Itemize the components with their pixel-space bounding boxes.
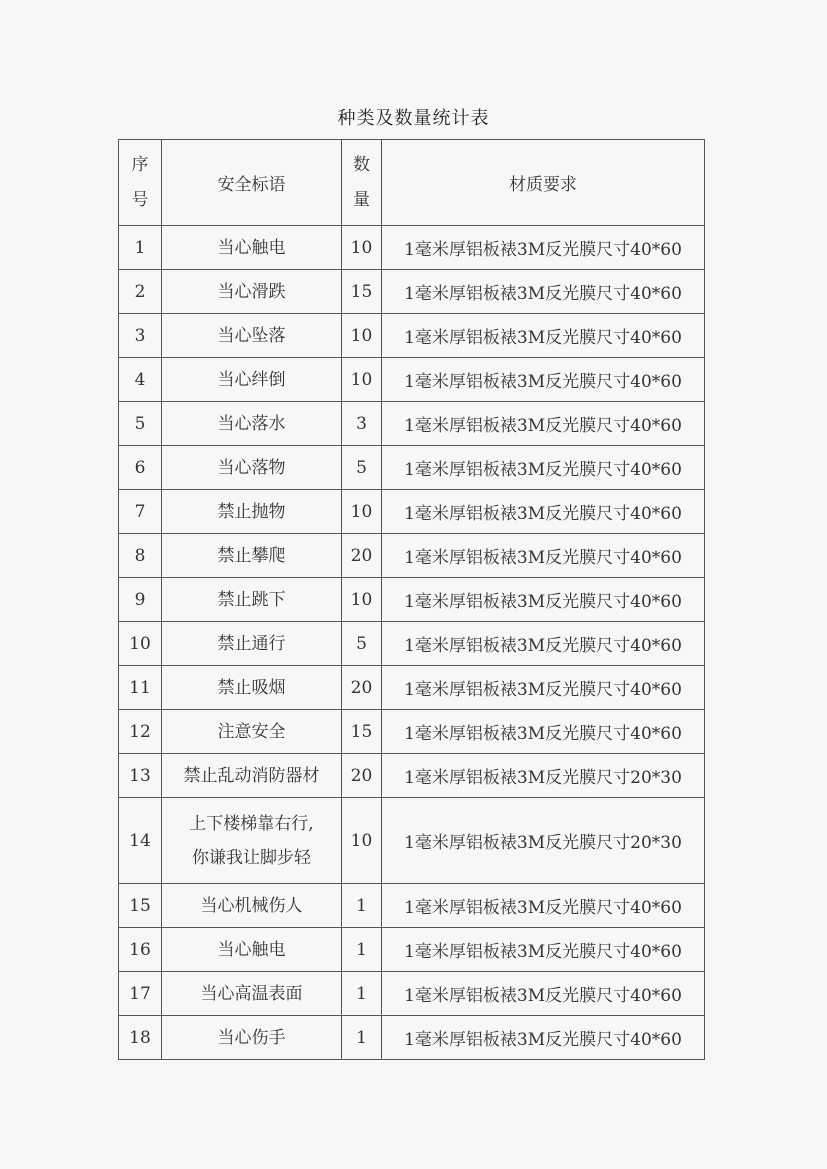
cell-qty: 1 <box>342 884 382 928</box>
cell-slogan: 当心绊倒 <box>162 358 342 402</box>
header-seq-line2: 号 <box>131 189 149 210</box>
cell-material: 1毫米厚铝板裱3M反光膜尺寸40*60 <box>382 622 705 666</box>
cell-seq: 16 <box>119 928 162 972</box>
cell-qty: 1 <box>342 1016 382 1060</box>
cell-material: 1毫米厚铝板裱3M反光膜尺寸20*30 <box>382 798 705 884</box>
cell-qty: 20 <box>342 754 382 798</box>
cell-slogan: 当心机械伤人 <box>162 884 342 928</box>
cell-qty: 15 <box>342 270 382 314</box>
cell-material: 1毫米厚铝板裱3M反光膜尺寸40*60 <box>382 270 705 314</box>
header-qty-line1: 数 <box>353 154 370 175</box>
cell-material: 1毫米厚铝板裱3M反光膜尺寸40*60 <box>382 972 705 1016</box>
cell-slogan: 禁止跳下 <box>162 578 342 622</box>
cell-slogan <box>162 798 342 884</box>
header-slogan: 安全标语 <box>162 140 342 226</box>
table-row <box>119 402 705 446</box>
cell-seq: 14 <box>119 798 162 884</box>
table-row <box>119 270 705 314</box>
cell-seq: 5 <box>119 402 162 446</box>
cell-seq: 4 <box>119 358 162 402</box>
cell-qty: 5 <box>342 622 382 666</box>
table-row <box>119 534 705 578</box>
cell-material: 1毫米厚铝板裱3M反光膜尺寸40*60 <box>382 884 705 928</box>
cell-material: 1毫米厚铝板裱3M反光膜尺寸40*60 <box>382 666 705 710</box>
cell-qty: 10 <box>342 226 382 270</box>
cell-slogan: 禁止攀爬 <box>162 534 342 578</box>
cell-slogan: 当心高温表面 <box>162 972 342 1016</box>
cell-material: 1毫米厚铝板裱3M反光膜尺寸40*60 <box>382 402 705 446</box>
cell-material: 1毫米厚铝板裱3M反光膜尺寸40*60 <box>382 710 705 754</box>
cell-qty: 3 <box>342 402 382 446</box>
cell-slogan-line2: 你谦我让脚步轻 <box>192 847 311 868</box>
cell-material: 1毫米厚铝板裱3M反光膜尺寸20*30 <box>382 754 705 798</box>
cell-seq: 7 <box>119 490 162 534</box>
cell-slogan: 当心触电 <box>162 928 342 972</box>
header-seq <box>119 140 162 226</box>
cell-material: 1毫米厚铝板裱3M反光膜尺寸40*60 <box>382 226 705 270</box>
header-qty <box>342 140 382 226</box>
cell-seq: 2 <box>119 270 162 314</box>
cell-seq: 3 <box>119 314 162 358</box>
cell-seq: 10 <box>119 622 162 666</box>
cell-material: 1毫米厚铝板裱3M反光膜尺寸40*60 <box>382 534 705 578</box>
cell-seq: 17 <box>119 972 162 1016</box>
cell-qty: 10 <box>342 358 382 402</box>
table-row <box>119 884 705 928</box>
table-row <box>119 358 705 402</box>
table-row <box>119 666 705 710</box>
cell-slogan-line1: 上下楼梯靠右行, <box>189 813 314 834</box>
cell-slogan: 当心触电 <box>162 226 342 270</box>
cell-qty: 1 <box>342 928 382 972</box>
cell-qty: 1 <box>342 972 382 1016</box>
cell-slogan: 当心伤手 <box>162 1016 342 1060</box>
cell-material: 1毫米厚铝板裱3M反光膜尺寸40*60 <box>382 314 705 358</box>
cell-slogan: 禁止通行 <box>162 622 342 666</box>
cell-qty: 5 <box>342 446 382 490</box>
cell-qty: 15 <box>342 710 382 754</box>
cell-slogan: 当心坠落 <box>162 314 342 358</box>
cell-slogan: 当心落水 <box>162 402 342 446</box>
cell-material: 1毫米厚铝板裱3M反光膜尺寸40*60 <box>382 1016 705 1060</box>
cell-qty: 20 <box>342 666 382 710</box>
cell-seq: 11 <box>119 666 162 710</box>
cell-seq: 9 <box>119 578 162 622</box>
cell-seq: 12 <box>119 710 162 754</box>
header-seq-line1: 序 <box>131 154 149 175</box>
table-row <box>119 314 705 358</box>
cell-slogan: 当心落物 <box>162 446 342 490</box>
cell-slogan: 禁止吸烟 <box>162 666 342 710</box>
table-row <box>119 928 705 972</box>
table-row <box>119 1016 705 1060</box>
page-title: 种类及数量统计表 <box>337 108 490 129</box>
table-row <box>119 710 705 754</box>
cell-seq: 8 <box>119 534 162 578</box>
table-row <box>119 578 705 622</box>
cell-seq: 18 <box>119 1016 162 1060</box>
cell-qty: 10 <box>342 490 382 534</box>
cell-slogan: 注意安全 <box>162 710 342 754</box>
table-row <box>119 972 705 1016</box>
table-header-row <box>119 140 705 226</box>
header-material: 材质要求 <box>382 140 705 226</box>
cell-slogan: 当心滑跌 <box>162 270 342 314</box>
cell-qty: 10 <box>342 314 382 358</box>
cell-seq: 6 <box>119 446 162 490</box>
cell-slogan: 禁止乱动消防器材 <box>162 754 342 798</box>
cell-seq: 1 <box>119 226 162 270</box>
header-qty-line2: 量 <box>353 189 370 210</box>
cell-slogan: 禁止抛物 <box>162 490 342 534</box>
cell-qty: 10 <box>342 798 382 884</box>
cell-seq: 15 <box>119 884 162 928</box>
table-row <box>119 226 705 270</box>
cell-material: 1毫米厚铝板裱3M反光膜尺寸40*60 <box>382 358 705 402</box>
table-row <box>119 798 705 884</box>
cell-qty: 20 <box>342 534 382 578</box>
cell-qty: 10 <box>342 578 382 622</box>
statistics-table <box>118 139 705 1060</box>
table-row <box>119 754 705 798</box>
cell-material: 1毫米厚铝板裱3M反光膜尺寸40*60 <box>382 578 705 622</box>
table-row <box>119 490 705 534</box>
table-row <box>119 622 705 666</box>
cell-material: 1毫米厚铝板裱3M反光膜尺寸40*60 <box>382 490 705 534</box>
cell-material: 1毫米厚铝板裱3M反光膜尺寸40*60 <box>382 928 705 972</box>
cell-material: 1毫米厚铝板裱3M反光膜尺寸40*60 <box>382 446 705 490</box>
table-row <box>119 446 705 490</box>
cell-seq: 13 <box>119 754 162 798</box>
